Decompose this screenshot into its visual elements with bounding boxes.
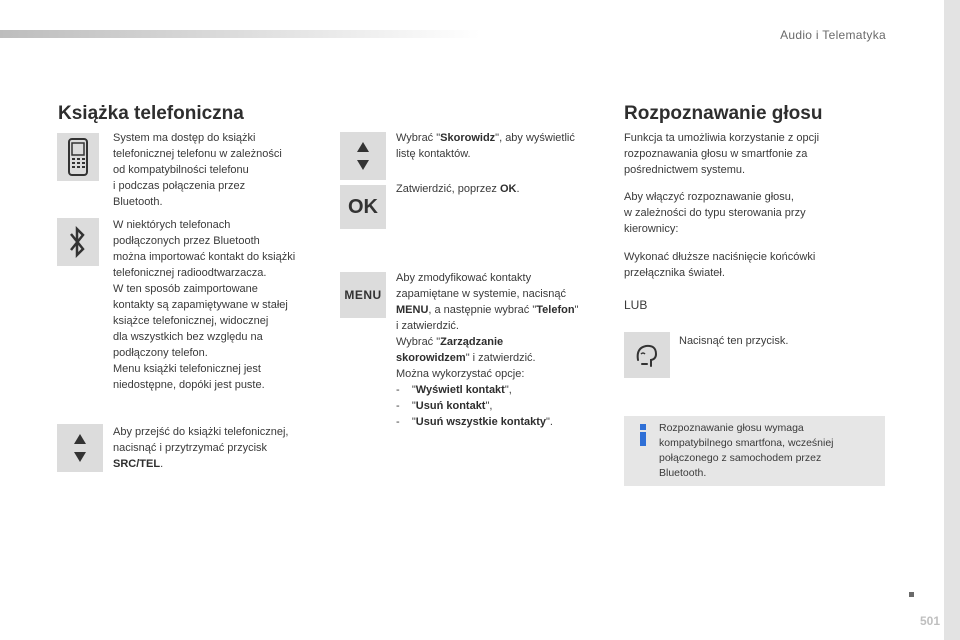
text-line: zapamiętane w systemie, nacisnąć xyxy=(396,288,566,300)
option-label: Usuń wszystkie kontakty xyxy=(415,416,547,428)
text-line: Aby włączyć rozpoznawanie głosu, xyxy=(624,191,794,203)
bluetooth-icon-box xyxy=(57,218,99,266)
text-line xyxy=(396,350,616,366)
text-line: Wykonać dłuższe naciśnięcie końcówki xyxy=(624,251,816,263)
text-line: w zależności do typu sterowania przy xyxy=(624,207,806,219)
voice-command-icon xyxy=(632,340,662,370)
text-fragment: Wybrać " xyxy=(396,336,441,348)
text-line: podłączony telefon. xyxy=(113,347,208,359)
text-fragment: " i zatwierdzić. xyxy=(465,352,536,364)
text-line: Aby przejść do książki telefonicznej, xyxy=(113,426,289,438)
page-marker xyxy=(909,592,914,597)
text-line: telefonicznej telefonu w zależności xyxy=(113,148,282,160)
text-fragment: . xyxy=(160,458,164,470)
section-title: Audio i Telematyka xyxy=(780,28,886,42)
text-fragment: - " xyxy=(396,416,416,428)
text-line: listę kontaktów. xyxy=(396,148,471,160)
stalk-press-text xyxy=(624,249,884,281)
menu-button-icon-box xyxy=(340,272,386,318)
text-fragment: - " xyxy=(396,400,416,412)
option-label: Usuń kontakt xyxy=(415,400,486,412)
text-line: kierownicy: xyxy=(624,223,679,235)
text-fragment: ". xyxy=(546,416,553,428)
text-line xyxy=(113,456,328,472)
header-gradient-bar xyxy=(0,30,480,38)
text-fragment: " xyxy=(574,304,579,316)
text-line: Bluetooth. xyxy=(113,196,163,208)
arrow-down-icon xyxy=(74,452,86,462)
press-button-text: Nacisnąć ten przycisk. xyxy=(679,335,789,347)
text-line: Bluetooth. xyxy=(659,467,707,479)
ok-label: OK xyxy=(499,183,517,195)
left-section-title: Książka telefoniczna xyxy=(58,103,244,124)
arrow-up-icon xyxy=(74,434,86,444)
ok-button-icon-box xyxy=(340,185,386,229)
text-line xyxy=(396,334,616,350)
bluetooth-import-text xyxy=(113,217,328,393)
text-fragment: , a następnie wybrać " xyxy=(428,304,537,316)
text-line xyxy=(396,181,611,197)
page-number: 501 xyxy=(919,614,940,628)
text-line: niedostępne, dopóki jest puste. xyxy=(113,379,265,391)
text-line: podłączonych przez Bluetooth xyxy=(113,235,260,247)
mobile-phone-icon xyxy=(67,137,89,177)
text-line: kontakty są zapamiętywane w stałej xyxy=(113,299,288,311)
directory-manage-label: skorowidzem xyxy=(396,352,466,364)
text-line: można importować kontakt do książki xyxy=(113,251,296,263)
text-line: telefonicznej radioodtwarzacza. xyxy=(113,267,267,279)
text-line: przełącznika świateł. xyxy=(624,267,725,279)
text-line xyxy=(396,130,611,146)
src-tel-instruction-text xyxy=(113,424,328,472)
text-line: W ten sposób zaimportowane xyxy=(113,283,258,295)
text-line: i podczas połączenia przez xyxy=(113,180,246,192)
text-line: książce telefonicznej, widocznej xyxy=(113,315,269,327)
text-line: Menu książki telefonicznej jest xyxy=(113,363,261,375)
option-item xyxy=(396,414,616,430)
info-note-text xyxy=(659,421,879,481)
text-line: dla wszystkich bez względu na xyxy=(113,331,263,343)
voice-button-icon-box xyxy=(624,332,670,378)
text-line: Można wykorzystać opcje: xyxy=(396,368,525,380)
voice-activate-text xyxy=(624,189,884,237)
phone-icon-box xyxy=(57,133,99,181)
info-icon xyxy=(640,424,646,448)
up-down-arrows-box xyxy=(57,424,103,472)
or-separator: LUB xyxy=(624,298,648,312)
src-tel-button-label: SRC/TEL xyxy=(113,458,161,470)
voice-intro-text xyxy=(624,130,884,178)
telefon-label: Telefon xyxy=(536,304,575,316)
arrow-down-icon xyxy=(357,160,369,170)
text-line: Funkcja ta umożliwia korzystanie z opcji xyxy=(624,132,820,144)
text-line: i zatwierdzić. xyxy=(396,320,459,332)
text-line: połączonego z samochodem przez xyxy=(659,452,822,464)
text-fragment: - " xyxy=(396,384,416,396)
manage-label: Zarządzanie xyxy=(440,336,504,348)
text-line xyxy=(396,302,616,318)
text-fragment: ", xyxy=(485,400,493,412)
option-item xyxy=(396,382,616,398)
arrow-up-icon xyxy=(357,142,369,152)
page-side-strip xyxy=(944,0,960,640)
modify-contacts-text xyxy=(396,270,616,430)
text-line: System ma dostęp do książki xyxy=(113,132,256,144)
confirm-ok-text xyxy=(396,181,611,197)
text-line: Rozpoznawanie głosu wymaga xyxy=(659,422,804,434)
text-fragment: Zatwierdzić, poprzez xyxy=(396,183,500,195)
text-line: Aby zmodyfikować kontakty xyxy=(396,272,532,284)
phonebook-intro-text xyxy=(113,130,323,210)
ok-button-label: OK xyxy=(348,195,378,218)
text-line: nacisnąć i przytrzymać przycisk xyxy=(113,442,268,454)
menu-label: MENU xyxy=(396,304,429,316)
right-section-title: Rozpoznawanie głosu xyxy=(624,103,823,124)
directory-label: Skorowidz xyxy=(440,132,496,144)
option-item xyxy=(396,398,616,414)
text-fragment: ", aby wyświetlić xyxy=(495,132,575,144)
text-line: pośrednictwem systemu. xyxy=(624,164,746,176)
text-fragment: Wybrać " xyxy=(396,132,441,144)
text-line: od kompatybilności telefonu xyxy=(113,164,249,176)
text-line: rozpoznawania głosu w smartfonie za xyxy=(624,148,808,160)
bluetooth-icon xyxy=(68,225,88,259)
up-down-arrows-box-2 xyxy=(340,132,386,180)
menu-button-label: MENU xyxy=(344,288,382,302)
text-fragment: . xyxy=(516,183,520,195)
directory-select-text xyxy=(396,130,611,162)
text-line: W niektórych telefonach xyxy=(113,219,231,231)
option-label: Wyświetl kontakt xyxy=(415,384,505,396)
text-fragment: ", xyxy=(504,384,512,396)
text-line: kompatybilnego smartfona, wcześniej xyxy=(659,437,834,449)
